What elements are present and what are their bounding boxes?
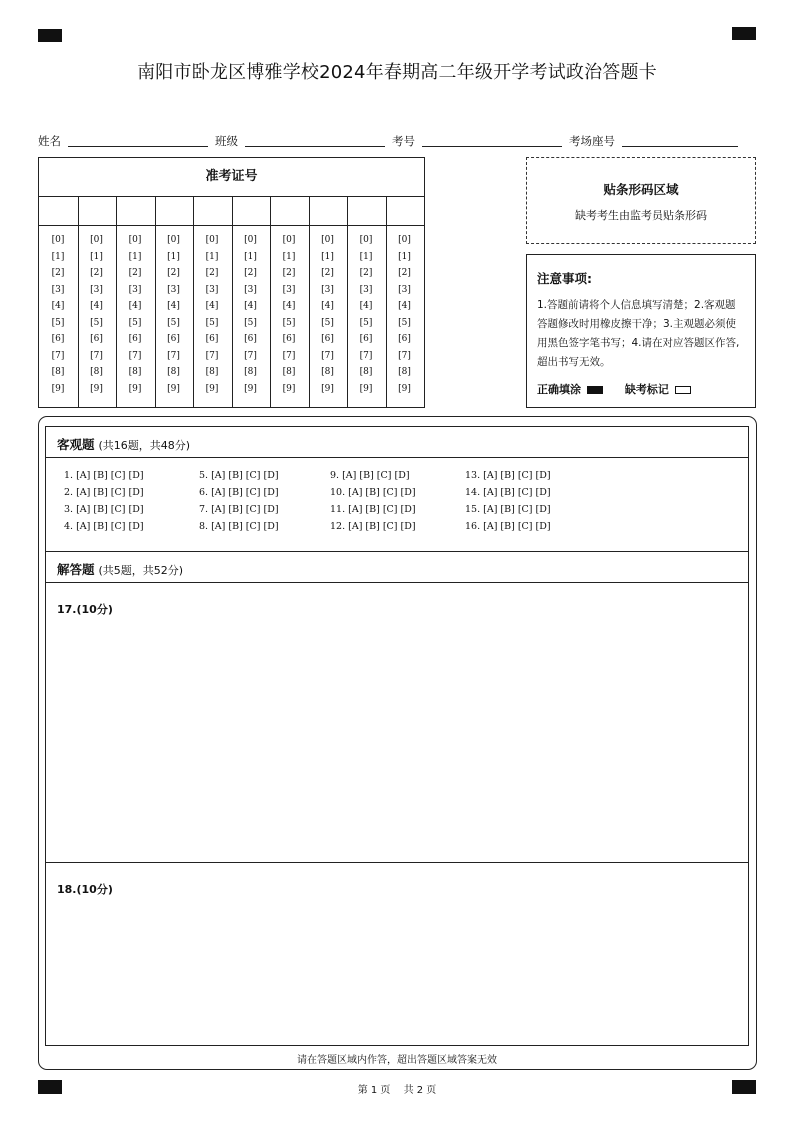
ticket-digit-option[interactable]: [7] [167, 350, 180, 361]
objective-question[interactable]: 1. [A] [B] [C] [D] [64, 470, 144, 481]
marking-legend [537, 381, 691, 397]
question-17-answer-area[interactable] [46, 583, 748, 862]
ticket-digit-option[interactable]: [5] [167, 317, 180, 328]
ticket-column-divider [309, 197, 310, 407]
ticket-digit-option[interactable]: [7] [205, 350, 219, 361]
class-field[interactable] [245, 146, 385, 147]
ticket-digit-option[interactable]: [4] [321, 301, 334, 311]
ticket-digit-option[interactable]: [6] [398, 334, 411, 344]
ticket-digit-option[interactable]: [1] [90, 251, 103, 262]
objective-question[interactable]: 14. [A] [B] [C] [D] [465, 487, 551, 498]
ticket-digit-option[interactable]: [1] [244, 251, 257, 262]
ticket-digit-option[interactable]: [3] [167, 284, 180, 295]
ticket-digit-option[interactable]: [9] [359, 383, 373, 394]
absent-mark-box[interactable] [675, 386, 691, 394]
ticket-digit-option[interactable]: [9] [205, 383, 219, 394]
objective-question[interactable]: 11. [A] [B] [C] [D] [330, 504, 416, 515]
ticket-digit-option[interactable]: [1] [128, 251, 142, 262]
ticket-digit-option[interactable]: [2] [167, 268, 180, 278]
ticket-digit-option[interactable]: [3] [51, 284, 65, 295]
ticket-digit-option[interactable]: [3] [244, 284, 257, 295]
ticket-heading: 准考证号 [39, 158, 424, 197]
ticket-digit-option[interactable]: [2] [359, 268, 373, 278]
name-field[interactable] [68, 146, 208, 147]
ticket-digit-option[interactable]: [5] [128, 317, 142, 328]
ticket-digit-option[interactable]: [1] [205, 251, 219, 262]
ticket-digit-option[interactable]: [6] [321, 334, 334, 344]
class-label: 班级 [215, 134, 238, 148]
ticket-digit-option[interactable]: [2] [51, 268, 65, 278]
ticket-digit-option[interactable]: [7] [321, 350, 334, 361]
ticket-digit-option[interactable]: [8] [205, 367, 219, 377]
objective-section-title: 客观题 (共16题，共48分) [57, 437, 191, 452]
ticket-digit-option[interactable]: [5] [282, 317, 296, 328]
ticket-digit-option[interactable]: [2] [205, 268, 219, 278]
ticket-digit-option[interactable]: [7] [398, 350, 411, 361]
objective-question[interactable]: 13. [A] [B] [C] [D] [465, 470, 551, 481]
ticket-digit-option[interactable]: [3] [282, 284, 296, 295]
objective-question[interactable]: 5. [A] [B] [C] [D] [199, 470, 279, 481]
ticket-digit-option[interactable]: [4] [51, 301, 65, 311]
ticket-digit-option[interactable]: [8] [90, 367, 103, 377]
ticket-digit-option[interactable]: [0] [359, 235, 373, 245]
seat-number-label: 考场座号 [569, 134, 615, 148]
ticket-digit-option[interactable]: [0] [282, 235, 296, 245]
exam-number-label: 考号 [392, 134, 415, 148]
ticket-digit-option[interactable]: [7] [282, 350, 296, 361]
ticket-column-divider [347, 197, 348, 407]
ticket-digit-option[interactable]: [6] [90, 334, 103, 344]
ticket-digit-option[interactable]: [0] [51, 235, 65, 245]
ticket-digit-option[interactable]: [3] [128, 284, 142, 295]
subjective-section-title: 解答题 (共5题，共52分) [57, 562, 184, 577]
objective-question[interactable]: 8. [A] [B] [C] [D] [199, 521, 279, 532]
barcode-area [526, 157, 756, 244]
question-17-label: 17.(10分) [57, 603, 113, 616]
notice-body: 1.答题前请将个人信息填写清楚；2.客观题答题修改时用橡皮擦干净；3.主观题必须使用黑色签字笔书写；4.请在对应答题区作答,超出书写无效。 [537, 299, 740, 368]
ticket-digit-option[interactable]: [6] [51, 334, 65, 344]
objective-question[interactable]: 2. [A] [B] [C] [D] [64, 487, 144, 498]
ticket-digit-option[interactable]: [5] [321, 317, 334, 328]
objective-question[interactable]: 4. [A] [B] [C] [D] [64, 521, 144, 532]
ticket-digit-option[interactable]: [4] [205, 301, 219, 311]
name-label: 姓名 [38, 134, 61, 148]
ticket-digit-option[interactable]: [1] [398, 251, 411, 262]
ticket-digit-option[interactable]: [0] [90, 235, 103, 245]
ticket-digit-option[interactable]: [8] [244, 367, 257, 377]
ticket-digit-option[interactable]: [7] [90, 350, 103, 361]
objective-question[interactable]: 16. [A] [B] [C] [D] [465, 521, 551, 532]
objective-question[interactable]: 12. [A] [B] [C] [D] [330, 521, 416, 532]
objective-note: (共16题，共48分) [98, 439, 191, 452]
ticket-digit-option[interactable]: [9] [51, 383, 65, 394]
ticket-digit-option[interactable]: [1] [282, 251, 296, 262]
ticket-digit-option[interactable]: [4] [128, 301, 142, 311]
ticket-digit-option[interactable]: [3] [321, 284, 334, 295]
ticket-digit-option[interactable]: [3] [359, 284, 373, 295]
ticket-digit-option[interactable]: [0] [167, 235, 180, 245]
ticket-column-divider [116, 197, 117, 407]
page-title: 南阳市卧龙区博雅学校2024年春期高二年级开学考试政治答题卡 [137, 62, 657, 83]
ticket-digit-option[interactable]: [2] [128, 268, 142, 278]
ticket-digit-option[interactable]: [9] [398, 383, 411, 394]
ticket-digit-option[interactable]: [0] [205, 235, 219, 245]
ticket-digit-option[interactable]: [6] [167, 334, 180, 344]
ticket-digit-option[interactable]: [6] [244, 334, 257, 344]
objective-question[interactable]: 9. [A] [B] [C] [D] [330, 470, 410, 481]
ticket-digit-option[interactable]: [8] [128, 367, 142, 377]
ticket-column-divider [386, 197, 387, 407]
ticket-digit-option[interactable]: [6] [359, 334, 373, 344]
objective-question[interactable]: 15. [A] [B] [C] [D] [465, 504, 551, 515]
ticket-digit-option[interactable]: [1] [321, 251, 334, 262]
ticket-digit-option[interactable]: [9] [128, 383, 142, 394]
ticket-digit-option[interactable]: [9] [244, 383, 257, 394]
ticket-digit-option[interactable]: [2] [321, 268, 334, 278]
ticket-digit-option[interactable]: [6] [205, 334, 219, 344]
ticket-digit-option[interactable]: [5] [398, 317, 411, 328]
objective-question[interactable]: 10. [A] [B] [C] [D] [330, 487, 416, 498]
ticket-column-divider [193, 197, 194, 407]
ticket-digit-option[interactable]: [5] [205, 317, 219, 328]
ticket-digit-option[interactable]: [2] [282, 268, 296, 278]
ticket-digit-option[interactable]: [8] [359, 367, 373, 377]
ticket-digit-option[interactable]: [7] [51, 350, 65, 361]
student-info-row [38, 133, 758, 149]
ticket-digit-option[interactable]: [4] [359, 301, 373, 311]
ticket-digit-option[interactable]: [3] [205, 284, 219, 295]
ticket-digit-option[interactable]: [7] [128, 350, 142, 361]
ticket-digit-option[interactable]: [8] [51, 367, 65, 377]
ticket-column-divider [155, 197, 156, 407]
ticket-digit-option[interactable]: [2] [90, 268, 103, 278]
ticket-digit-option[interactable]: [0] [398, 235, 411, 245]
ticket-digit-option[interactable]: [3] [398, 284, 411, 295]
ticket-digit-option[interactable]: [5] [51, 317, 65, 328]
ticket-digit-option[interactable]: [9] [321, 383, 334, 394]
question-18-label: 18.(10分) [57, 883, 113, 896]
ticket-digit-option[interactable]: [6] [128, 334, 142, 344]
ticket-digit-option[interactable]: [0] [244, 235, 257, 245]
footer-note: 请在答题区域内作答，超出答题区域答案无效 [297, 1055, 497, 1066]
ticket-digit-option[interactable]: [8] [398, 367, 411, 377]
ticket-digit-option[interactable]: [2] [398, 268, 411, 278]
ticket-digit-option[interactable]: [8] [321, 367, 334, 377]
ticket-digit-option[interactable]: [5] [244, 317, 257, 328]
divider [46, 457, 748, 458]
ticket-digit-option[interactable]: [4] [398, 301, 411, 311]
ticket-digit-option[interactable]: [7] [359, 350, 373, 361]
page-number: 第 1 页 共 2 页 [357, 1085, 437, 1096]
ticket-digit-option[interactable]: [2] [244, 268, 257, 278]
objective-question[interactable]: 7. [A] [B] [C] [D] [199, 504, 279, 515]
ticket-digit-option[interactable]: [9] [167, 383, 180, 394]
alignment-marker-top-left [38, 29, 62, 42]
ticket-digit-option[interactable]: [4] [244, 301, 257, 311]
notice-title: 注意事项: [537, 271, 592, 286]
absent-mark-label: 缺考标记 [624, 383, 669, 396]
ticket-digit-option[interactable]: [0] [321, 235, 334, 245]
ticket-column-divider [78, 197, 79, 407]
answer-area [45, 426, 749, 1046]
ticket-column-divider [232, 197, 233, 407]
ticket-digit-option[interactable]: [7] [244, 350, 257, 361]
ticket-digit-option[interactable]: [4] [282, 301, 296, 311]
objective-question[interactable]: 6. [A] [B] [C] [D] [199, 487, 279, 498]
correct-fill-sample [587, 386, 603, 394]
ticket-digit-option[interactable]: [8] [282, 367, 296, 377]
admission-ticket-grid [38, 157, 425, 408]
ticket-column-divider [270, 197, 271, 407]
ticket-digit-option[interactable]: [5] [90, 317, 103, 328]
ticket-digit-option[interactable]: [6] [282, 334, 296, 344]
question-18-answer-area[interactable] [46, 863, 748, 1045]
barcode-subtitle: 缺考考生由监考员贴条形码 [575, 209, 707, 222]
ticket-digit-option[interactable]: [9] [282, 383, 296, 394]
alignment-marker-top-right [732, 27, 756, 40]
objective-question[interactable]: 3. [A] [B] [C] [D] [64, 504, 144, 515]
ticket-digit-option[interactable]: [0] [128, 235, 142, 245]
ticket-digit-option[interactable]: [5] [359, 317, 373, 328]
ticket-digit-option[interactable]: [8] [167, 367, 180, 377]
ticket-digit-option[interactable]: [3] [90, 284, 103, 295]
ticket-digit-option[interactable]: [1] [167, 251, 180, 262]
barcode-title: 贴条形码区域 [603, 182, 679, 197]
correct-fill-label: 正确填涂 [537, 383, 581, 396]
subjective-note: (共5题，共52分) [98, 564, 184, 577]
ticket-digit-option[interactable]: [9] [90, 383, 103, 394]
notice-box [526, 254, 756, 408]
divider [46, 551, 748, 552]
exam-number-field[interactable] [422, 146, 562, 147]
ticket-digit-option[interactable]: [4] [167, 301, 180, 311]
ticket-digit-option[interactable]: [4] [90, 301, 103, 311]
seat-number-field[interactable] [622, 146, 738, 147]
ticket-digit-option[interactable]: [1] [51, 251, 65, 262]
ticket-digit-option[interactable]: [1] [359, 251, 373, 262]
